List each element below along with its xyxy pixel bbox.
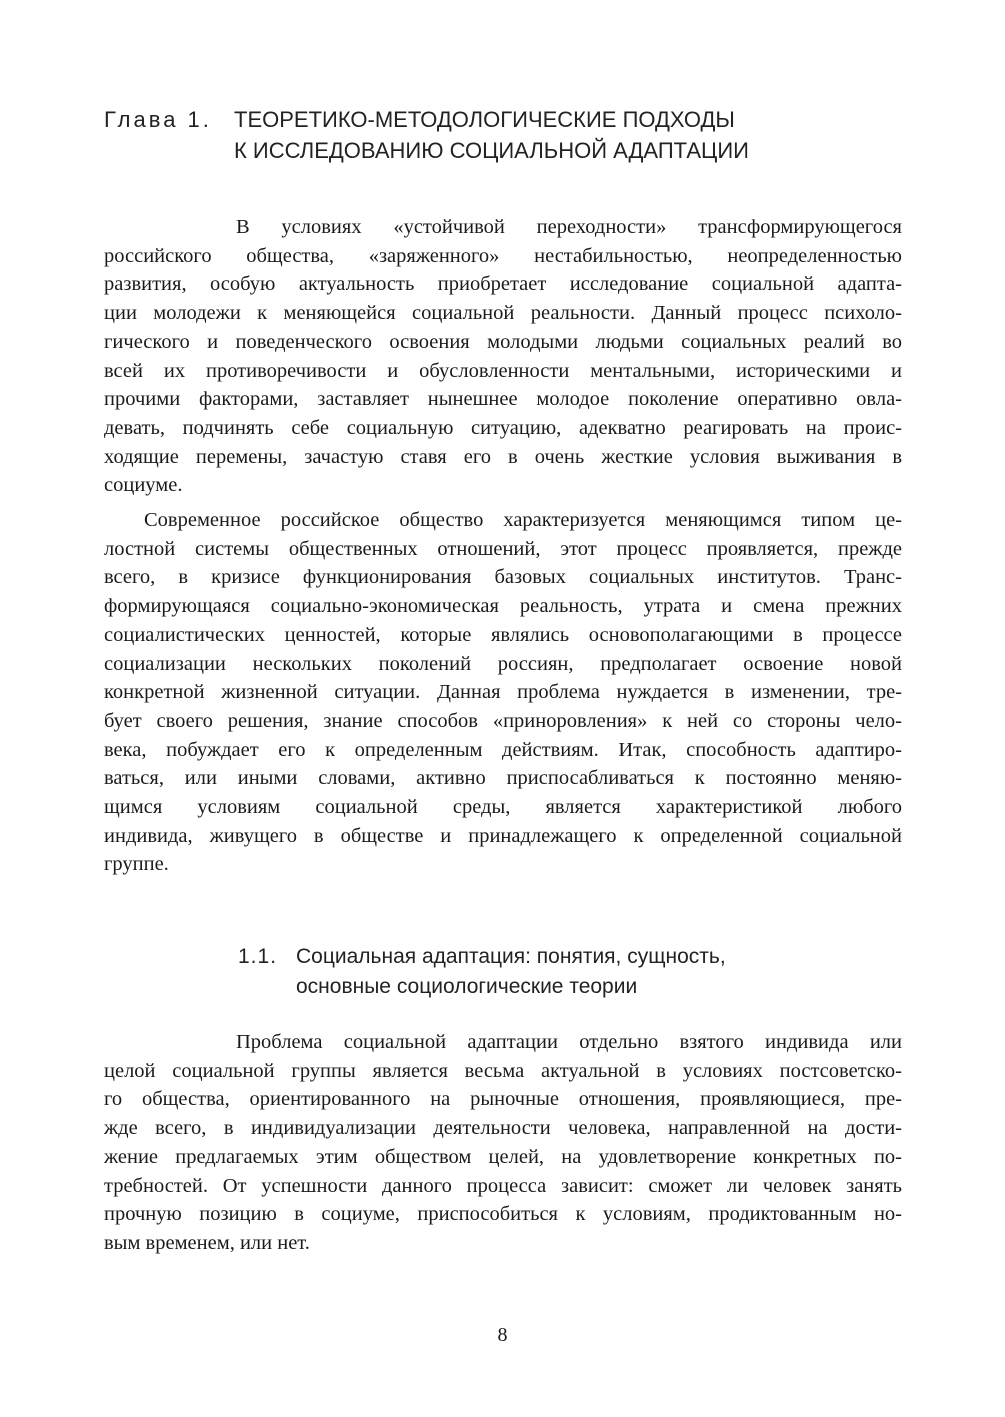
page-number: 8: [497, 1324, 508, 1346]
text-line: целой социальной группы является весьма актуальной в условиях постсоветско-: [104, 1059, 902, 1082]
text-line: бует своего решения, знание способов «приноровления» к ней со стороны чело-: [104, 709, 902, 732]
text-line: российского общества, «заряженного» нестабильностью, неопределенностью: [104, 244, 902, 267]
text-line: Проблема социальной адаптации отдельно взятого индивида или: [236, 1031, 902, 1053]
text-line: всей их противоречивости и обусловленности ментальными, историческими и: [104, 359, 902, 382]
text-line: щимся условиям социальной среды, является характеристикой любого: [104, 796, 902, 819]
text-line: социализации нескольких поколений россиян, предполагает освоение новой: [104, 652, 902, 675]
text-line: жде всего, в индивидуализации деятельности человека, направленной на дости-: [104, 1117, 902, 1140]
text-line: социуме.: [104, 474, 183, 497]
text-line: группе.: [104, 853, 169, 876]
chapter-title: [234, 104, 874, 166]
section-title: [296, 942, 726, 1002]
chapter-label: Глава 1.: [104, 107, 212, 132]
text-line: прочную позицию в социуме, приспособиться к условиям, продиктованным но-: [104, 1203, 902, 1226]
text-line: В условиях «устойчивой переходности» трансформирующегося: [236, 216, 902, 238]
paragraph-adaptation-problem: [104, 1028, 902, 1258]
paragraph-society: [104, 506, 902, 879]
text-line: лостной системы общественных отношений, этот процесс проявляется, прежде: [104, 537, 902, 560]
text-line: гического и поведенческого освоения молодыми людьми социальных реалий во: [104, 330, 902, 353]
section-title-line: основные социологические теории: [296, 975, 638, 998]
text-line: го общества, ориентированного на рыночные отношения, проявляющиеся, пре-: [104, 1088, 902, 1111]
text-line: конкретной жизненной ситуации. Данная проблема нуждается в изменении, тре-: [104, 681, 902, 704]
chapter-title-line: К ИССЛЕДОВАНИЮ СОЦИАЛЬНОЙ АДАПТАЦИИ: [234, 138, 749, 163]
text-line: всего, в кризисе функционирования базовых социальных институтов. Транс-: [104, 566, 902, 589]
text-line: прочими факторами, заставляет нынешнее молодое поколение оперативно овла-: [104, 388, 902, 411]
text-line: ваться, или иными словами, активно приспосабливаться к постоянно меняю-: [104, 767, 902, 790]
text-line: девать, подчинять себе социальную ситуацию, адекватно реагировать на проис-: [104, 416, 902, 439]
text-line: формирующаяся социально-экономическая реальность, утрата и смена прежних: [104, 595, 902, 618]
text-line: жение предлагаемых этим обществом целей, на удовлетворение конкретных по-: [104, 1145, 902, 1168]
chapter-heading: [104, 104, 904, 166]
text-line: ходящие перемены, зачастую ставя его в очень жесткие условия выживания в: [104, 445, 902, 468]
text-line: развития, особую актуальность приобретает исследование социальной адапта-: [104, 273, 902, 296]
text-line: века, побуждает его к определенным действиям. Итак, способность адаптиро-: [104, 738, 902, 761]
paragraph-intro: [104, 213, 902, 500]
text-line: Современное российское общество характеризуется меняющимся типом це-: [144, 509, 902, 531]
section-number: 1.1.: [238, 945, 278, 968]
text-line: социалистических ценностей, которые являлись основополагающими в процессе: [104, 623, 902, 646]
text-line: ции молодежи к меняющейся социальной реальности. Данный процесс психоло-: [104, 302, 902, 325]
section-title-line: Социальная адаптация: понятия, сущность,: [296, 945, 726, 968]
chapter-title-line: ТЕОРЕТИКО-МЕТОДОЛОГИЧЕСКИЕ ПОДХОДЫ: [234, 107, 735, 132]
text-line: индивида, живущего в обществе и принадлежащего к определенной социальной: [104, 824, 902, 847]
section-heading: [238, 942, 898, 1002]
text-line: требностей. От успешности данного процесса зависит: сможет ли человек занять: [104, 1174, 902, 1197]
text-line: вым временем, или нет.: [104, 1231, 310, 1254]
